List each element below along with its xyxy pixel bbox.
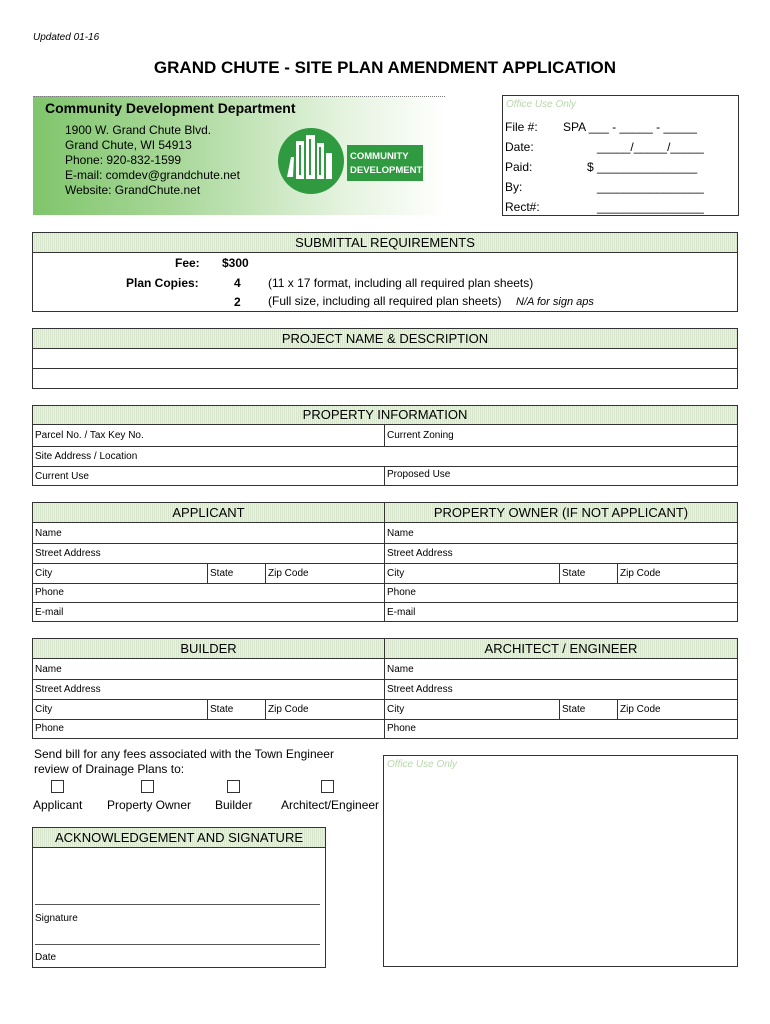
plan-copies-desc-1: (11 x 17 format, including all required plan sheets) — [268, 276, 534, 290]
builder-street-field[interactable]: Street Address — [35, 684, 101, 695]
bill-applicant-label: Applicant — [33, 798, 83, 812]
builder-city-field[interactable]: City — [35, 704, 53, 715]
divider — [33, 699, 737, 700]
divider — [33, 583, 737, 584]
fee-label: Fee: — [175, 256, 200, 270]
divider — [33, 466, 737, 467]
divider — [559, 563, 560, 583]
applicant-email-field[interactable]: E-mail — [35, 607, 64, 618]
site-address-field[interactable]: Site Address / Location — [35, 451, 138, 462]
owner-name-field[interactable]: Name — [387, 528, 414, 539]
applicant-name-field[interactable]: Name — [35, 528, 62, 539]
plan-copies-count-1: 4 — [234, 276, 241, 290]
billing-text-line-2: review of Drainage Plans to: — [34, 762, 185, 776]
office-use-box-2 — [383, 755, 738, 967]
divider — [265, 563, 266, 583]
divider — [559, 699, 560, 719]
architect-zip-field[interactable]: Zip Code — [620, 704, 661, 715]
divider — [617, 699, 618, 719]
department-phone: Phone: 920-832-1599 — [65, 153, 182, 167]
file-number-label: File #: — [505, 120, 538, 134]
submittal-header: SUBMITTAL REQUIREMENTS — [33, 233, 737, 253]
owner-street-field[interactable]: Street Address — [387, 548, 453, 559]
divider — [33, 563, 737, 564]
bill-property-owner-label: Property Owner — [107, 798, 192, 812]
owner-state-field[interactable]: State — [562, 568, 586, 579]
office-use-box — [502, 95, 739, 216]
divider — [33, 446, 737, 447]
logo-text-development: DEVELOPMENT — [350, 165, 423, 176]
signature-line[interactable] — [35, 904, 320, 905]
divider — [265, 699, 266, 719]
builder-header: BUILDER — [33, 639, 384, 659]
divider — [207, 563, 208, 583]
applicant-street-field[interactable]: Street Address — [35, 548, 101, 559]
applicant-state-field[interactable]: State — [210, 568, 234, 579]
divider — [33, 679, 737, 680]
page-title: GRAND CHUTE - SITE PLAN AMENDMENT APPLICATION — [153, 58, 617, 77]
department-email: E-mail: comdev@grandchute.net — [65, 168, 240, 182]
bill-applicant-checkbox[interactable] — [51, 780, 64, 793]
plan-copies-label: Plan Copies: — [126, 276, 199, 290]
current-zoning-field[interactable]: Current Zoning — [387, 430, 454, 441]
project-name-field[interactable] — [33, 349, 737, 368]
office-use-title: Office Use Only — [506, 99, 577, 110]
bill-architect-label: Architect/Engineer — [281, 798, 380, 812]
office-date-label: Date: — [505, 140, 534, 154]
acknowledgement-header: ACKNOWLEDGEMENT AND SIGNATURE — [33, 828, 325, 848]
applicant-header: APPLICANT — [33, 503, 384, 523]
updated-date: Updated 01-16 — [33, 32, 100, 43]
plan-copies-desc-2: (Full size, including all required plan sheets) — [268, 294, 502, 308]
builder-state-field[interactable]: State — [210, 704, 234, 715]
architect-street-field[interactable]: Street Address — [387, 684, 453, 695]
date-label: Date — [35, 952, 57, 963]
logo-text-community: COMMUNITY — [350, 151, 409, 162]
by-label: By: — [505, 180, 523, 194]
property-header: PROPERTY INFORMATION — [33, 406, 737, 425]
plan-copies-count-2: 2 — [234, 295, 241, 309]
divider — [384, 639, 385, 738]
architect-phone-field[interactable]: Phone — [387, 723, 416, 734]
by-field[interactable]: ________________ — [597, 180, 704, 194]
divider — [33, 543, 737, 544]
receipt-field[interactable]: ________________ — [597, 200, 704, 214]
fee-value: $300 — [222, 256, 249, 270]
divider — [384, 425, 385, 446]
receipt-label: Rect#: — [505, 200, 540, 214]
owner-zip-field[interactable]: Zip Code — [620, 568, 661, 579]
divider — [617, 563, 618, 583]
parcel-number-field[interactable]: Parcel No. / Tax Key No. — [35, 430, 144, 441]
builder-zip-field[interactable]: Zip Code — [268, 704, 309, 715]
builder-phone-field[interactable]: Phone — [35, 723, 64, 734]
date-line[interactable] — [35, 944, 320, 945]
divider — [384, 503, 385, 621]
acknowledgement-section — [32, 827, 326, 968]
owner-city-field[interactable]: City — [387, 568, 405, 579]
billing-text-line-1: Send bill for any fees associated with the Town Engineer — [34, 747, 334, 761]
office-date-field[interactable]: _____/_____/_____ — [597, 140, 704, 154]
current-use-field[interactable]: Current Use — [35, 471, 89, 482]
department-website: Website: GrandChute.net — [65, 183, 201, 197]
divider — [33, 602, 737, 603]
department-address-2: Grand Chute, WI 54913 — [65, 138, 192, 152]
bill-builder-checkbox[interactable] — [227, 780, 240, 793]
paid-field[interactable]: $ _______________ — [587, 160, 698, 174]
owner-header: PROPERTY OWNER (IF NOT APPLICANT) — [385, 503, 737, 523]
applicant-city-field[interactable]: City — [35, 568, 53, 579]
department-address-1: 1900 W. Grand Chute Blvd. — [65, 123, 212, 137]
project-header: PROJECT NAME & DESCRIPTION — [33, 329, 737, 349]
paid-label: Paid: — [505, 160, 533, 174]
builder-name-field[interactable]: Name — [35, 664, 62, 675]
owner-email-field[interactable]: E-mail — [387, 607, 416, 618]
architect-city-field[interactable]: City — [387, 704, 405, 715]
department-name: Community Development Department — [45, 100, 296, 116]
proposed-use-field[interactable]: Proposed Use — [387, 469, 451, 480]
office-use-title-2: Office Use Only — [387, 759, 458, 770]
bill-architect-checkbox[interactable] — [321, 780, 334, 793]
file-number-field[interactable]: SPA ___ - _____ - _____ — [563, 120, 697, 134]
applicant-zip-field[interactable]: Zip Code — [268, 568, 309, 579]
bill-builder-label: Builder — [215, 798, 253, 812]
owner-phone-field[interactable]: Phone — [387, 587, 416, 598]
project-description-field[interactable] — [33, 369, 737, 388]
architect-header: ARCHITECT / ENGINEER — [385, 639, 737, 659]
architect-name-field[interactable]: Name — [387, 664, 414, 675]
signature-label: Signature — [35, 913, 78, 924]
applicant-phone-field[interactable]: Phone — [35, 587, 64, 598]
divider — [33, 719, 737, 720]
bill-property-owner-checkbox[interactable] — [141, 780, 154, 793]
divider — [207, 699, 208, 719]
plan-copies-note: N/A for sign aps — [516, 296, 594, 308]
architect-state-field[interactable]: State — [562, 704, 586, 715]
divider — [384, 466, 385, 485]
